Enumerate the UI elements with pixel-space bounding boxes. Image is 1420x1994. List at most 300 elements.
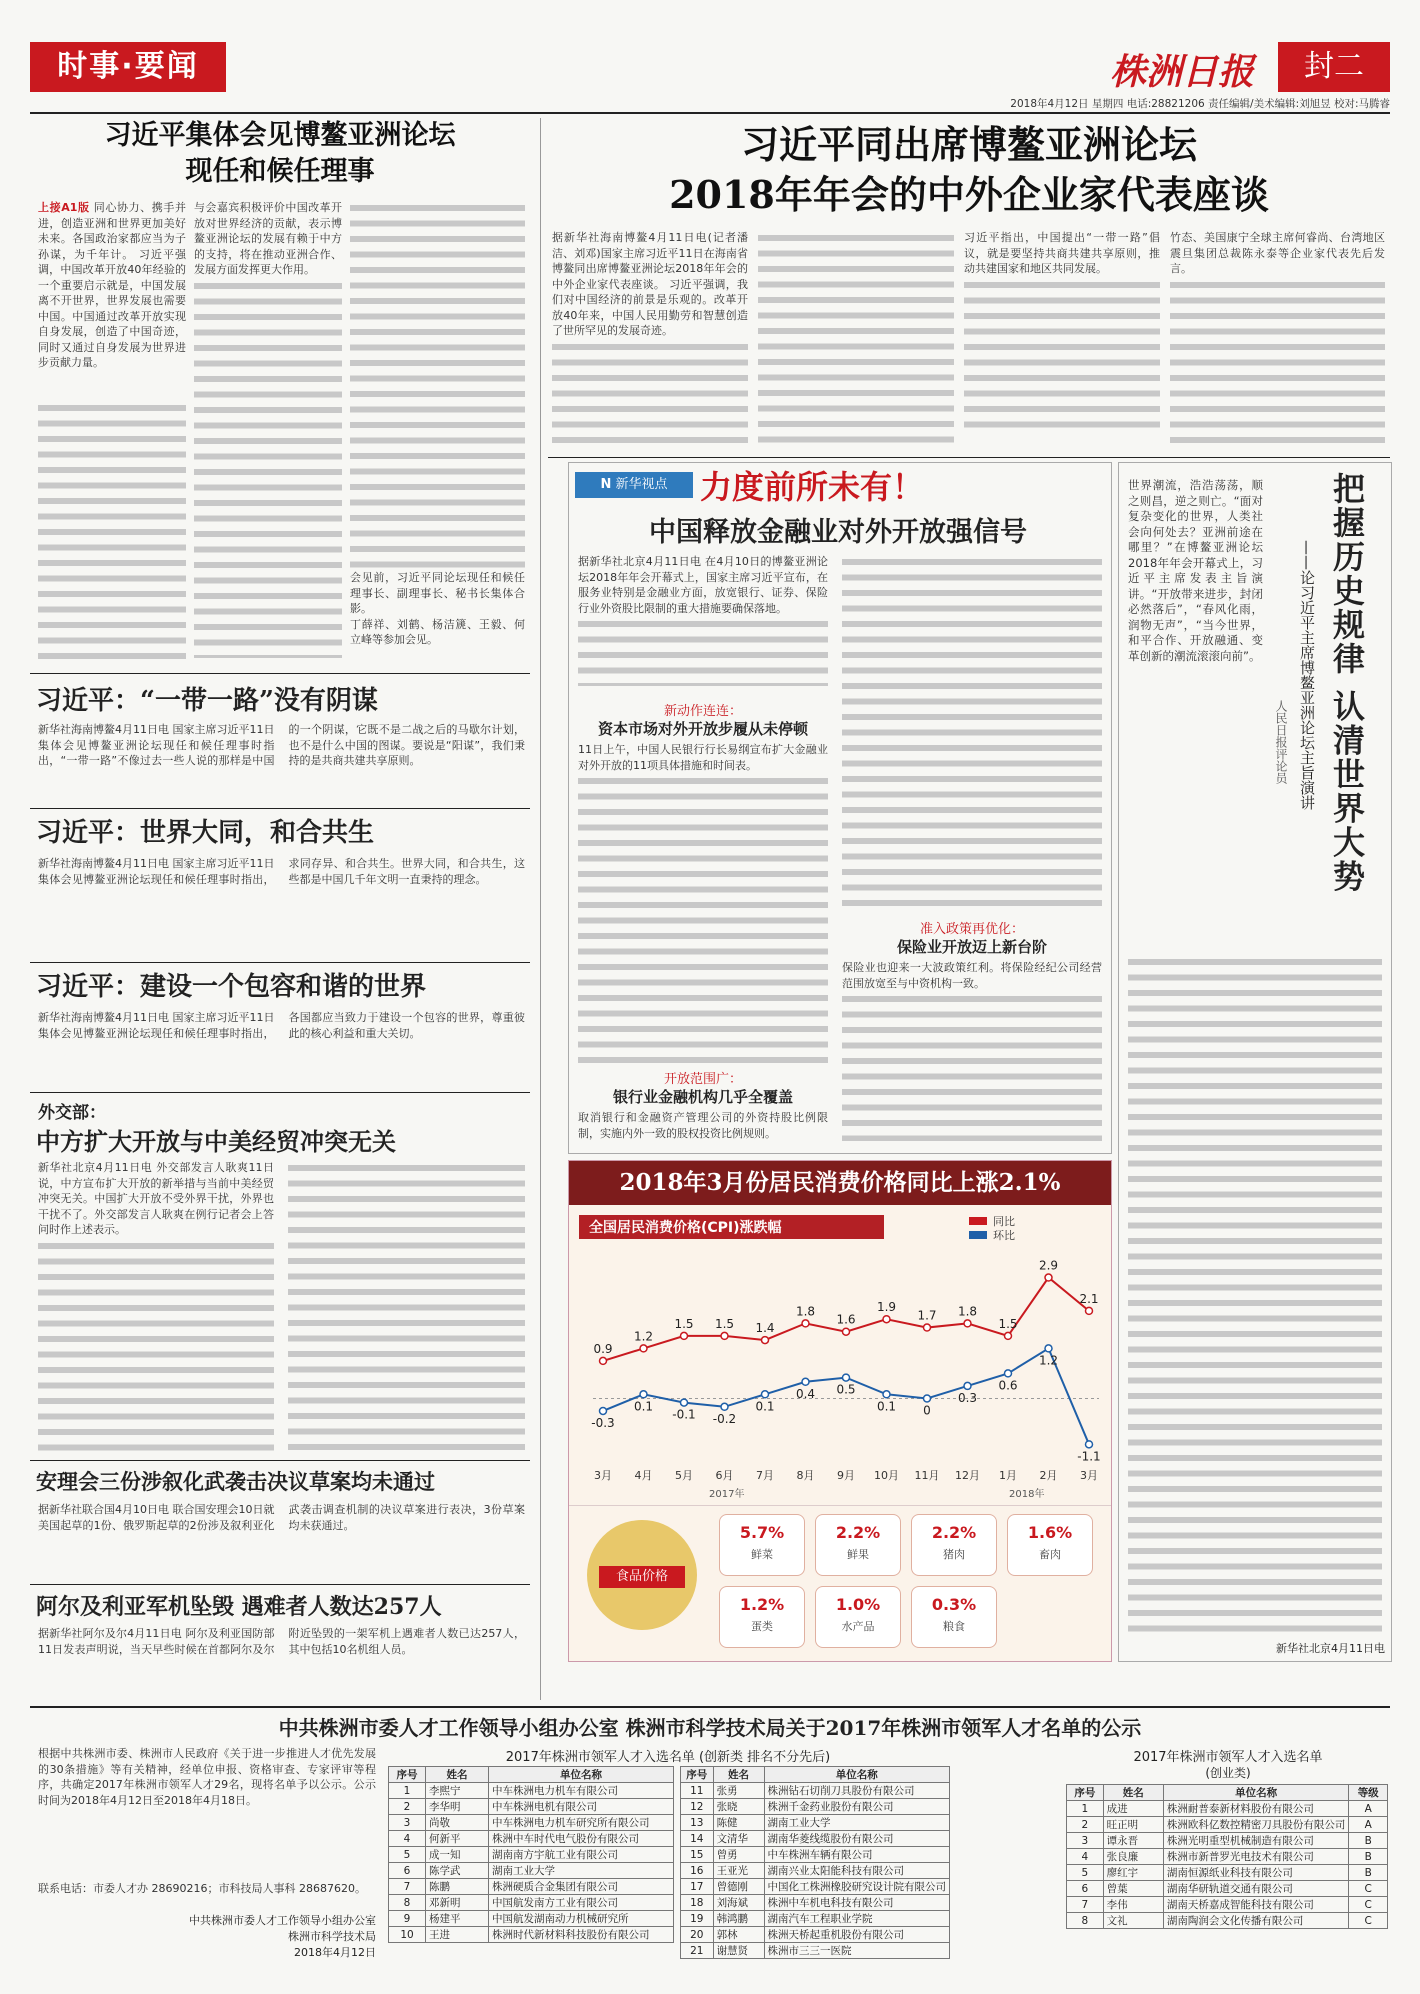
cell-name: 曾勇 [713,1847,764,1863]
food-stat [911,1514,997,1576]
data-point [721,1332,728,1339]
cell-no: 12 [681,1799,714,1815]
finance-badge-n: N [600,477,612,492]
table-row [681,1799,950,1815]
main-col2 [758,230,954,450]
notice-date: 2018年4月12日 [294,1946,376,1959]
col-unit: 单位名称 [764,1767,950,1783]
cell-no: 11 [681,1783,714,1799]
cell-name: 文礼 [1103,1913,1163,1929]
table-row [681,1863,950,1879]
commentary-lead: 世界潮流，浩浩荡荡，顺之则昌，逆之则亡。“面对复杂变化的世界，人类社会向何处去？亚洲前途在哪里？”在博鳌亚洲论坛2018年年会开幕式上，习近平主席发表主旨演讲。“开放带来进步，封闭必然落后”，“春风化雨，润物无声”，“当今世界，和平合作、开放融通、变革创新的潮流滚滚向前”。 [1128,478,1263,663]
table-row [389,1799,674,1815]
cell-name: 谢慧贤 [713,1943,764,1959]
table-row [389,1847,674,1863]
table-row [1067,1833,1388,1849]
data-point [964,1382,971,1389]
table-row [681,1927,950,1943]
table-row [389,1863,674,1879]
cell-unit: 中车株洲电机有限公司 [489,1799,674,1815]
table-row [1067,1913,1388,1929]
col-name: 姓名 [1103,1785,1163,1801]
cell-no: 21 [681,1943,714,1959]
masthead-info: 2018年4月12日 星期四 电话:28821206 责任编辑/美术编辑:刘旭昱 校对:马腾睿 [1010,98,1390,110]
food-label: 食品价格 [599,1566,685,1588]
cpi-chart-title: 全国居民消费价格(CPI)涨跌幅 [589,1220,782,1236]
cell-unit: 株洲千金药业股份有限公司 [764,1799,950,1815]
food-stat [719,1586,805,1648]
a1-title-line2: 现任和候任理事 [185,156,375,187]
food-stat [815,1514,901,1576]
food-stat-value: 1.6% [1027,1523,1073,1542]
cell-no: 1 [1067,1801,1104,1817]
col-name: 姓名 [426,1767,489,1783]
cell-no: 14 [681,1831,714,1847]
cell-name: 郭林 [713,1927,764,1943]
data-point [1086,1307,1093,1314]
x-tick-label: 10月 [874,1469,899,1482]
x-tick-label: 8月 [796,1469,815,1482]
table-row [389,1831,674,1847]
cell-no: 10 [389,1927,426,1943]
startup-table [1066,1784,1388,1929]
mofa-text: 新华社北京4月11日电 外交部发言人耿爽11日说，中方宣布扩大开放的新举措与当前中美经贸冲突无关。中国扩大开放不受外界干扰，外界也干扰不了。外交部发言人耿爽在例行记者会上答问时作上述表示。 [38,1161,274,1236]
x-tick-label: 5月 [675,1469,693,1482]
a1-closing: 会见前，习近平同论坛现任和候任理事长、副理事长、秘书长集体合影。 [350,571,525,615]
cpi-panel [568,1160,1112,1662]
cell-no: 1 [389,1783,426,1799]
finance-sub2-text: 保险业也迎来一大波政策红利。将保险经纪公司经营范围放宽至与中资机构一致。 [842,961,1102,990]
data-label: 0 [923,1403,931,1418]
datong-text: 新华社海南博鳌4月11日电 国家主席习近平11日集体会见博鳌亚洲论坛现任和候任理事时指出，求同存异、和合共生。世界大同，和合共生，这些都是中国几千年文明一直秉持的理念。 [38,857,525,886]
cell-unit: 湖南汽车工程职业学院 [764,1911,950,1927]
main-col3 [964,230,1160,450]
col-unit: 单位名称 [489,1767,674,1783]
year-2017-label: 2017年 [709,1489,745,1500]
commentary-byline: 人民日报评论员 [1274,700,1288,784]
cell-unit: 株洲市新普罗光电技术有限公司 [1163,1849,1349,1865]
bri-title: 习近平：“一带一路”没有阴谋 [36,686,378,716]
cell-grade: C [1349,1897,1388,1913]
cell-name: 刘海斌 [713,1895,764,1911]
cell-no: 3 [389,1815,426,1831]
data-label: 1.7 [917,1308,937,1323]
cell-no: 18 [681,1895,714,1911]
notice-text: 根据中共株洲市委、株洲市人民政府《关于进一步推进人才优先发展的30条措施》等有关精神，经单位申报、资格审查、专家评审等程序，共确定2017年株洲市领军人才29名，现将名单予以公示。公示时间为2018年4月12日至2018年4月18日。 [38,1747,376,1807]
section-tab: 时事·要闻 [30,42,226,92]
finance-sub3-text: 取消银行和金融资产管理公司的外资持股比例限制，实施内外一致的股权投资比例规则。 [578,1111,828,1140]
cell-no: 19 [681,1911,714,1927]
cell-no: 6 [389,1863,426,1879]
cpi-chart [569,1205,1109,1505]
cell-unit: 湖南恒源纸业科技有限公司 [1163,1865,1349,1881]
hexie-title: 习近平：建设一个包容和谐的世界 [36,972,427,1002]
data-label: 0.6 [998,1378,1018,1393]
cell-no: 16 [681,1863,714,1879]
table-row [389,1895,674,1911]
cell-unit: 株洲市三三一医院 [764,1943,950,1959]
finance-subtitle: 中国释放金融业对外开放强信号 [649,517,1027,548]
un-text: 据新华社联合国4月10日电 联合国安理会10日就美国起草的1份、俄罗斯起草的2份涉及叙利亚化武袭击调查机制的决议草案进行表决，3份草案均未获通过。 [38,1503,525,1532]
cell-no: 15 [681,1847,714,1863]
table-row [681,1895,950,1911]
commentary-end: 新华社北京4月11日电 [1276,1642,1385,1655]
cell-no: 5 [1067,1865,1104,1881]
food-stat [719,1514,805,1576]
cell-name: 尚敬 [426,1815,489,1831]
cell-unit: 株洲钻石切削刀具股份有限公司 [764,1783,950,1799]
cell-unit: 中国航发湖南动力机械研究所 [489,1911,674,1927]
data-point [640,1391,647,1398]
food-stat-label: 鲜菜 [751,1548,773,1561]
cell-name: 王进 [426,1927,489,1943]
mofa-title: 中方扩大开放与中美经贸冲突无关 [36,1127,396,1156]
table-row [389,1783,674,1799]
datong-title: 习近平：世界大同，和合共生 [36,818,375,848]
food-stat-label: 粮食 [943,1619,965,1633]
cell-name: 文清华 [713,1831,764,1847]
table-row [681,1831,950,1847]
cell-name: 陈鹏 [426,1879,489,1895]
data-point [1045,1345,1052,1352]
main-title [548,120,1390,220]
a1-para2: 习近平强调，中国改革开放40年经验的一个重要启示就是，中国发展离不开世界，世界发展也需要中国。中国通过改革开放实现自身发展，创造了中国奇迹，同时又通过自身发展为世界进步贡献力量。 [38,247,186,369]
cell-grade: B [1349,1849,1388,1865]
data-label: 1.6 [836,1312,856,1327]
data-point [600,1407,607,1414]
cell-no: 17 [681,1879,714,1895]
col-no: 序号 [389,1767,426,1783]
x-tick-label: 3月 [594,1469,612,1482]
cell-name: 杨建平 [426,1911,489,1927]
cell-unit: 株洲硬质合金集团有限公司 [489,1879,674,1895]
data-point [600,1357,607,1364]
cell-no: 7 [1067,1897,1104,1913]
food-stat-value: 2.2% [931,1523,977,1542]
cell-name: 旺正明 [1103,1817,1163,1833]
x-tick-label: 1月 [999,1469,1017,1482]
cell-name: 陈学武 [426,1863,489,1879]
cell-grade: B [1349,1833,1388,1849]
hexie-text: 新华社海南博鳌4月11日电 国家主席习近平11日集体会见博鳌亚洲论坛现任和候任理事时指出，各国都应当致力于建设一个包容的世界，尊重彼此的核心利益和重大关切。 [38,1011,525,1040]
a1-para1: 同心协力、携手并进，创造亚洲和世界更加美好未来。各国政治家都应当为子孙谋，为千年计。 [38,201,186,261]
a1-para3: 与会嘉宾积极评价中国改革开放对世界经济的贡献，表示博鳌亚洲论坛的发展有赖于中方的支持，将在推动亚洲合作、发展方面发挥更大作用。 [194,201,342,276]
table-row [1067,1881,1388,1897]
table-row [1067,1849,1388,1865]
table2-sub: (创业类) [1205,1766,1251,1780]
data-label: 1.5 [674,1316,694,1331]
masthead-logo: 株洲日报 [1110,51,1255,93]
data-label: -0.1 [672,1407,696,1422]
cell-unit: 株洲时代新材料科技股份有限公司 [489,1927,674,1943]
cell-no: 4 [1067,1849,1104,1865]
cell-name: 廖红宇 [1103,1865,1163,1881]
cell-name: 成一知 [426,1847,489,1863]
main-col1 [552,230,748,450]
data-label: 1.4 [755,1321,775,1336]
col-no: 序号 [1067,1785,1104,1801]
data-label: -0.2 [712,1411,737,1426]
legend-yoy-swatch [969,1217,987,1225]
a1-closing2: 丁薛祥、刘鹤、杨洁篪、王毅、何立峰等参加会见。 [350,617,525,646]
food-stat [815,1586,901,1648]
table-row [1067,1897,1388,1913]
finance-sub2: 保险业开放迈上新台阶 [896,938,1047,956]
cell-unit: 湖南陶润会文化传播有限公司 [1163,1913,1349,1929]
main-title-line2: 2018年年会的中外企业家代表座谈 [669,172,1269,217]
cell-name: 陈健 [713,1815,764,1831]
data-label: 2.1 [1079,1291,1099,1306]
cell-unit: 湖南天桥嘉成智能科技有限公司 [1163,1897,1349,1913]
data-point [802,1320,809,1327]
cell-grade: A [1349,1817,1388,1833]
legend-mom-label: 环比 [993,1229,1015,1242]
algeria-title: 阿尔及利亚军机坠毁 遇难者人数达257人 [36,1594,442,1620]
main-col4 [1170,230,1385,450]
food-stat-value: 0.3% [931,1594,977,1614]
data-point [681,1399,688,1406]
finance-sub1-text: 11日上午，中国人民银行行长易纲宣布扩大金融业对外开放的11项具体措施和时间表。 [578,743,828,772]
innovation-table-right [680,1766,950,1959]
cell-no: 20 [681,1927,714,1943]
x-tick-label: 6月 [715,1469,734,1482]
data-label: 1.5 [714,1316,735,1331]
x-tick-label: 11月 [914,1469,940,1482]
mofa-col1 [38,1160,274,1452]
data-label: 2.9 [1038,1258,1059,1273]
finance-sub3-kicker: 开放范围广： [663,1072,742,1087]
data-label: 1.8 [795,1304,816,1319]
cell-unit: 湖南工业大学 [489,1863,674,1879]
col-no: 序号 [681,1767,714,1783]
table-row [681,1815,950,1831]
food-stat-label: 猪肉 [943,1548,965,1561]
commentary-subtitle: ——论习近平主席博鳌亚洲论坛主旨演讲 [1298,540,1316,810]
cell-name: 邓新明 [426,1895,489,1911]
food-stat [911,1586,997,1648]
x-tick-label: 7月 [756,1469,774,1482]
legend-mom-swatch [969,1231,987,1239]
table1-title: 2017年株洲市领军人才入选名单 (创新类 排名不分先后) [505,1750,831,1765]
main-title-line1: 习近平同出席博鳌亚洲论坛 [740,122,1197,167]
data-label: 1.2 [633,1329,654,1344]
data-label: 1.2 [1038,1353,1059,1368]
data-point [640,1345,647,1352]
cell-unit: 湖南南方宇航工业有限公司 [489,1847,674,1863]
cell-no: 6 [1067,1881,1104,1897]
food-stat-label: 鲜果 [847,1548,869,1561]
cell-name: 何新平 [426,1831,489,1847]
legend-yoy-label: 同比 [993,1215,1015,1228]
cell-no: 2 [1067,1817,1104,1833]
data-point [1005,1332,1012,1339]
data-point [762,1337,769,1344]
table-row [1067,1801,1388,1817]
cell-name: 李华明 [426,1799,489,1815]
cell-no: 7 [389,1879,426,1895]
cell-grade: C [1349,1881,1388,1897]
data-point [924,1395,931,1402]
col-grade: 等级 [1349,1785,1388,1801]
cell-name: 李伟 [1103,1897,1163,1913]
data-point [883,1391,890,1398]
cell-no: 5 [389,1847,426,1863]
finance-dateline: 据新华社北京4月11日电 在4月10日的博鳌亚洲论坛2018年年会开幕式上，国家主席习近平宣布，在服务业特别是金融业方面，放宽银行、证券、保险行业外资股比限制的重大措施要确保落地。 [578,555,828,615]
cell-name: 谭永晋 [1103,1833,1163,1849]
table-row [681,1911,950,1927]
cell-unit: 株洲欧科亿数控精密刀具股份有限公司 [1163,1817,1349,1833]
data-point [762,1391,769,1398]
table-row [681,1847,950,1863]
commentary-title: 把握历史规律 认清世界大势 [1328,472,1366,894]
notice-title: 中共株洲市委人才工作领导小组办公室 株洲市科学技术局关于2017年株洲市领军人才名单的公示 [278,1716,1142,1740]
a1-lead-ref: 上接A1版 [38,201,90,214]
table-row [681,1783,950,1799]
data-point [1086,1441,1093,1448]
finance-sub1-kicker: 新动作连连： [663,704,742,719]
a1-title-line1: 习近平集体会见博鳌亚洲论坛 [104,120,456,151]
cpi-bottom [569,1505,1111,1656]
cell-no: 4 [389,1831,426,1847]
cpi-title: 2018年3月份居民消费价格同比上涨2.1% [569,1161,1111,1205]
cell-unit: 湖南华研轨道交通有限公司 [1163,1881,1349,1897]
table-row [389,1879,674,1895]
cell-unit: 湖南华菱线缆股份有限公司 [764,1831,950,1847]
data-point [964,1320,971,1327]
food-stat-label: 蛋类 [751,1619,773,1633]
x-tick-label: 3月 [1080,1469,1098,1482]
cell-unit: 湖南工业大学 [764,1815,950,1831]
notice-sign1: 中共株洲市委人才工作领导小组办公室 [189,1914,376,1927]
cell-unit: 株洲中车机电科技有限公司 [764,1895,950,1911]
finance-sub3: 银行业金融机构几乎全覆盖 [612,1088,793,1106]
algeria-text: 据新华社阿尔及尔4月11日电 阿尔及利亚国防部11日发表声明说，当天早些时候在首都阿尔及尔附近坠毁的一架军机上遇难者人数已达257人，其中包括10名机组人员。 [38,1627,525,1656]
data-point [1005,1370,1012,1377]
cell-no: 13 [681,1815,714,1831]
cell-name: 成进 [1103,1801,1163,1817]
table-row [1067,1865,1388,1881]
data-label: 1.5 [998,1316,1018,1331]
finance-badge-label: 新华视点 [615,477,668,492]
cell-name: 曾德刚 [713,1879,764,1895]
cell-unit: 中国化工株洲橡胶研究设计院有限公司 [764,1879,950,1895]
cell-name: 曾葉 [1103,1881,1163,1897]
food-stat-value: 5.7% [739,1523,785,1542]
data-label: 0.3 [957,1390,978,1405]
cell-name: 韩鸿鹏 [713,1911,764,1927]
notice-contact: 联系电话：市委人才办 28690216；市科技局人事科 28687620。 [38,1882,366,1895]
cell-no: 2 [389,1799,426,1815]
data-label: 0.1 [633,1399,654,1414]
data-point [883,1316,890,1323]
cell-grade: A [1349,1801,1388,1817]
x-tick-label: 12月 [955,1469,980,1482]
data-label: 1.8 [957,1304,978,1319]
data-label: 0.1 [876,1399,897,1414]
table-row [681,1943,950,1959]
table-row [389,1911,674,1927]
page-tag: 封二 [1278,42,1390,92]
col-unit: 单位名称 [1163,1785,1349,1801]
cell-grade: C [1349,1913,1388,1929]
cell-unit: 中车株洲车辆有限公司 [764,1847,950,1863]
data-point [802,1378,809,1385]
data-label: 0.9 [593,1341,613,1356]
table-row [1067,1817,1388,1833]
data-point [924,1324,931,1331]
cell-name: 李熙宁 [426,1783,489,1799]
data-label: -1.1 [1077,1449,1101,1464]
innovation-table-left [388,1766,674,1943]
cell-unit: 湖南兴业太阳能科技有限公司 [764,1863,950,1879]
main-para3: 竹态、美国康宁全球主席何睿尚、台湾地区震旦集团总裁陈永泰等企业家代表先后发言。 [1170,231,1385,275]
cell-grade: B [1349,1865,1388,1881]
un-title: 安理会三份涉叙化武袭击决议草案均未通过 [36,1469,435,1494]
a1-col3 [350,200,525,666]
main-para1: 习近平强调，我们对中国经济的前景是乐观的。改革开放40年来，中国人民用勤劳和智慧创造了世所罕见的发展奇迹。 [552,277,748,337]
food-stat-value: 1.2% [739,1594,785,1614]
cell-no: 8 [389,1895,426,1911]
x-tick-label: 9月 [837,1469,855,1482]
main-dateline: 据新华社海南博鳌4月11日电(记者潘洁、刘邓)国家主席习近平11日在海南省博鳌同出席博鳌亚洲论坛2018年年会的中外企业家代表座谈。 [552,231,748,291]
x-tick-label: 2月 [1039,1469,1058,1482]
mofa-kicker: 外交部： [38,1103,106,1123]
data-point [843,1374,850,1381]
cell-no: 8 [1067,1913,1104,1929]
x-tick-label: 4月 [634,1469,653,1482]
cell-no: 9 [389,1911,426,1927]
cell-unit: 株洲中车时代电气股份有限公司 [489,1831,674,1847]
year-2018-label: 2018年 [1009,1489,1045,1500]
cell-unit: 株洲天桥起重机股份有限公司 [764,1927,950,1943]
data-label: -0.3 [591,1415,615,1430]
food-stat-label: 水产品 [841,1619,875,1633]
cell-name: 张晓 [713,1799,764,1815]
data-label: 0.1 [755,1399,775,1414]
a1-col1 [38,200,186,396]
food-stat-value: 2.2% [835,1523,881,1542]
cell-unit: 株洲耐普泰新材料股份有限公司 [1163,1801,1349,1817]
bri-text: 新华社海南博鳌4月11日电 国家主席习近平11日集体会见博鳌亚洲论坛现任和候任理事时指出，“一带一路”不像过去一些人说的那样是中国的一个阴谋，它既不是二战之后的马歇尔计划，也不是什么中国的图谋。要说是“阳谋”，我们秉持的是共商共建共享原则。 [38,723,525,767]
table2-title: 2017年株洲市领军人才入选名单 [1133,1750,1323,1765]
data-label: 0.5 [836,1382,856,1397]
cell-unit: 中车株洲电力机车有限公司 [489,1783,674,1799]
table-row [681,1879,950,1895]
table-row [389,1927,674,1943]
finance-headline: 力度前所未有！ [700,468,925,506]
cell-unit: 株洲光明重型机械制造有限公司 [1163,1833,1349,1849]
a1-col2 [194,200,342,666]
food-stat-label: 畜肉 [1039,1548,1061,1561]
cell-name: 张勇 [713,1783,764,1799]
a1-title [30,118,530,190]
finance-sub1: 资本市场对外开放步履从未停顿 [597,720,808,738]
data-point [843,1328,850,1335]
data-label: 1.9 [876,1300,897,1315]
cell-name: 王亚光 [713,1863,764,1879]
table-row [389,1815,674,1831]
finance-sub2-kicker: 准入政策再优化： [919,922,1024,937]
data-label: 0.4 [795,1386,816,1401]
food-stat [1007,1514,1093,1576]
food-stat-value: 1.0% [835,1594,881,1614]
cell-unit: 中车株洲电力机车研究所有限公司 [489,1815,674,1831]
cell-unit: 中国航发南方工业有限公司 [489,1895,674,1911]
notice-sign2: 株洲市科学技术局 [288,1930,376,1943]
data-point [681,1332,688,1339]
data-point [721,1403,728,1410]
data-point [1045,1274,1052,1281]
